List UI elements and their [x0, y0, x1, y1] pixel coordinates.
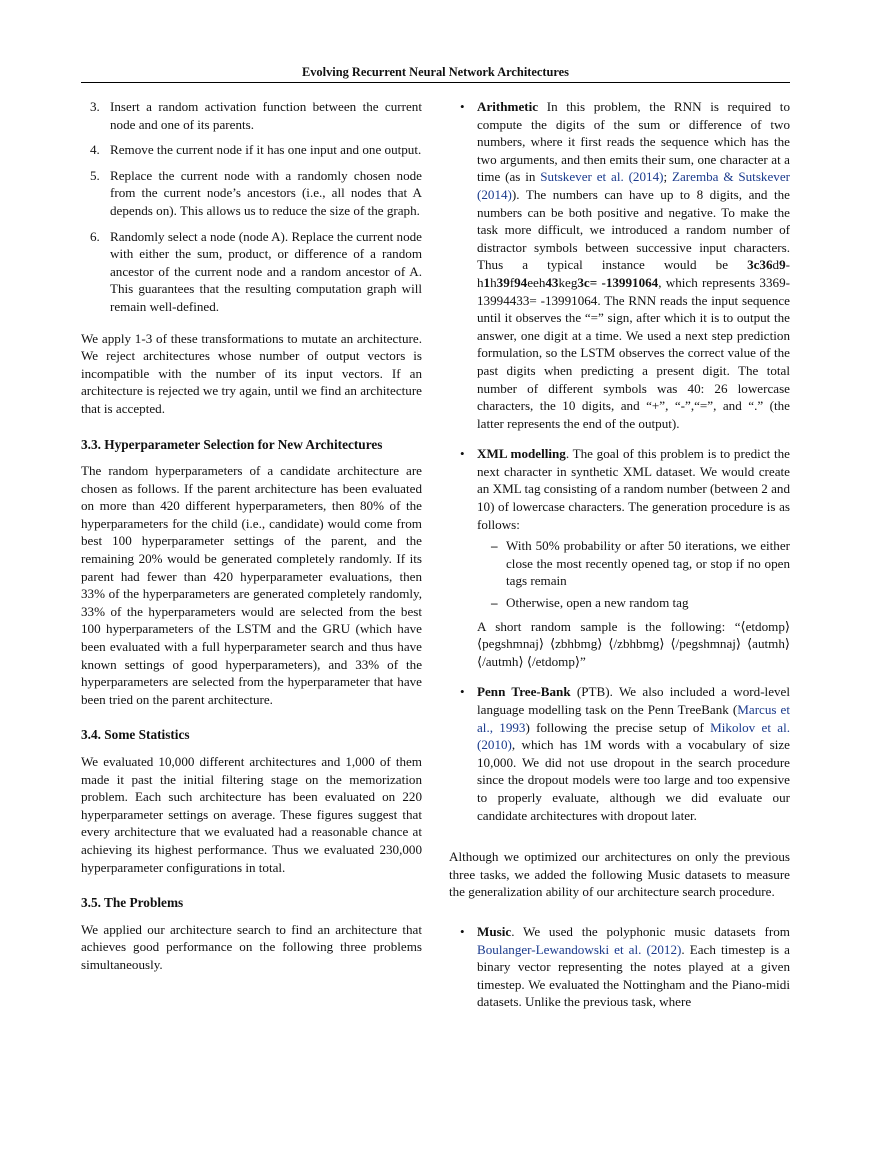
list-item: 5. Replace the current node with a randomly chosen node from the current node’s ancestors (i.e., all nodes that A depends on). This allows us to reduce the size of the graph.: [90, 167, 422, 218]
section-heading-3-4: 3.4. Some Statistics: [81, 727, 190, 743]
section-3-3-text: The random hyperparameters of a candidate architecture are chosen as follows. If the parent architecture has been evaluated on more than 420 different hyperparameters, then 80% of the hyperparameters for the child (i.e., candidate) would come from best 100 hyperparameter settings of the parent, and the remaining 20% would be generated completely randomly. If its parent had fewer than 420 hyperparameter evaluations, then 33% of the hyperparameters are generated completely randomly, 33% of the hyperparameters would are selected from the best 100 hyperparameters of the LSTM and the GRU (which have been evaluated with a full hyperparameter search and thus have known settings of good hyperparameters), and 33% of the hyperparameters are selected from the hyperparameter that have been tried on the parent architecture.: [81, 463, 422, 707]
dash-icon: –: [491, 595, 498, 611]
list-item: – Otherwise, open a new random tag: [491, 595, 689, 611]
xml-sample: A short random sample is the following: “⟨etdomp⟩ ⟨pegshmnaj⟩ ⟨zbhbmg⟩ ⟨/zbhbmg⟩ ⟨/pegshmnaj⟩ ⟨autmh⟩ ⟨/autmh⟩ ⟨/etdomp⟩”: [477, 618, 790, 669]
dash-icon: –: [491, 538, 498, 554]
music-list: [449, 923, 790, 1011]
list-item: – With 50% probability or after 50 iterations, we either close the most recently opened tag, or stop if no open tags remain: [491, 538, 790, 589]
citation-link[interactable]: Zaremba & Sutskever (2014): [477, 169, 790, 202]
header-rule: [81, 82, 790, 83]
bullet-icon: •: [460, 923, 465, 939]
citation-link[interactable]: Marcus et al., 1993: [477, 702, 790, 735]
bullet-icon: •: [460, 684, 465, 700]
ptb-item: • Penn Tree-Bank (PTB). We also included a word-level language modelling task on the Penn TreeBank (Marcus et al., 1993) following the precise setup of Mikolov et al. (2010), which has 1M words with a vocabulary of size 10,000. We did not use dropout in the search procedure since the dropout models were too large and too expensive to properly evaluate, although we did evaluate our candidate architectures with dropout later.: [460, 684, 790, 823]
bullet-icon: •: [460, 99, 465, 114]
arithmetic-example: 3c36d9-h1h39f94eeh43keg3c= -13991064: [477, 257, 790, 290]
section-3-5-text: We applied our architecture search to find an architecture that achieves good performance on the following three problems simultaneously.: [81, 921, 422, 972]
citation-link[interactable]: Boulanger-Lewandowski et al. (2012): [477, 941, 682, 957]
citation-link[interactable]: Sutskever et al. (2014): [540, 169, 664, 185]
xml-item: • XML modelling. The goal of this problem is to predict the next character in synthetic XML dataset. We would create an XML tag consisting of a random number (between 2 and 10) of lowercase characters. The generation procedure is as follows: – With 50% probability or after 50 iterations, we either close the most recently opened tag, or stop if no open tags remain – Otherwise, open a new random tag A short random sample is the following: “⟨etdomp⟩ ⟨pegshmnaj⟩ ⟨zbhbmg⟩ ⟨/zbhbmg⟩ ⟨/pegshmnaj⟩ ⟨autmh⟩ ⟨/autmh⟩ ⟨/etdomp⟩”: [460, 446, 790, 669]
running-title: Evolving Recurrent Neural Network Architectures: [301, 65, 570, 79]
section-3-4-text: We evaluated 10,000 different architectures and 1,000 of them made it past the initial filtering stage on the memorization problem. Each such architecture has been evaluated on 220 hyperparameter settings on average. These figures suggest that every architecture that we evaluated had a reasonable chance at achieving its highest performance. Thus we evaluated 230,000 hyperparameter configurations in total.: [81, 754, 422, 875]
left-column: [81, 98, 422, 974]
section-heading-3-3: 3.3. Hyperparameter Selection for New Architectures: [81, 436, 383, 452]
mutation-list: [81, 98, 422, 316]
arithmetic-item: • Arithmetic In this problem, the RNN is required to compute the digits of the sum or difference of two numbers, where it first reads the sequence which has the two arguments, and then emits their sum, one character at a time (as in Sutskever et al. (2014); Zaremba & Sutskever (2014)). The numbers can have up to 8 digits, and the numbers can be both positive and negative. To make the task more difficult, we introduced a random number of distractor symbols between successive input characters. Thus a typical instance would be 3c36d9-h1h39f94eeh43keg3c= -13991064, which represents 3369-13994433= -13991064. The RNN reads the input sequence until it observes the “=” sign, after which it is to output the answer, one digit at a time. We used a next step prediction formulation, so the LSTM observes the correct value of the past digits when predicting a present digit. The total number of different symbols was 40: 26 lowercase characters, the 10 digits, and “+”, “-”,“=”, and “.” (the latter represents the end of the output).: [460, 99, 790, 431]
bullet-icon: •: [460, 446, 465, 462]
music-item: • Music. We used the polyphonic music datasets from Boulanger-Lewandowski et al. (2012). Each timestep is a binary vector representing the notes played at a given timestep. We evaluated the Nottingham and the Piano-midi datasets. Unlike the previous task, where: [460, 923, 790, 1010]
list-item: 3. Insert a random activation function between the current node and one of its parents.: [90, 99, 422, 132]
section-heading-3-5: 3.5. The Problems: [81, 895, 184, 911]
mutation-paragraph: We apply 1-3 of these transformations to mutate an architecture. We reject architectures whose number of output vectors is incompatible with the number of its input vectors. If an architecture is rejected we try again, until we find an architecture that is accepted.: [81, 330, 422, 416]
xml-procedure-list: [477, 537, 790, 611]
list-item: 4. Remove the current node if it has one input and one output.: [90, 142, 422, 158]
right-column: [449, 98, 790, 1024]
problem-list: [449, 98, 790, 824]
list-item: 6. Randomly select a node (node A). Replace the current node with either the sum, product, or difference of a random ancestor of the current node and a random ancestor of A. This guarantees that the resulting computation graph will remain well-defined.: [90, 228, 422, 314]
music-intro-paragraph: Although we optimized our architectures on only the previous three tasks, we added the following Music datasets to measure the generalization ability of our architecture search procedure.: [449, 849, 790, 900]
citation-link[interactable]: Mikolov et al. (2010): [477, 719, 790, 753]
